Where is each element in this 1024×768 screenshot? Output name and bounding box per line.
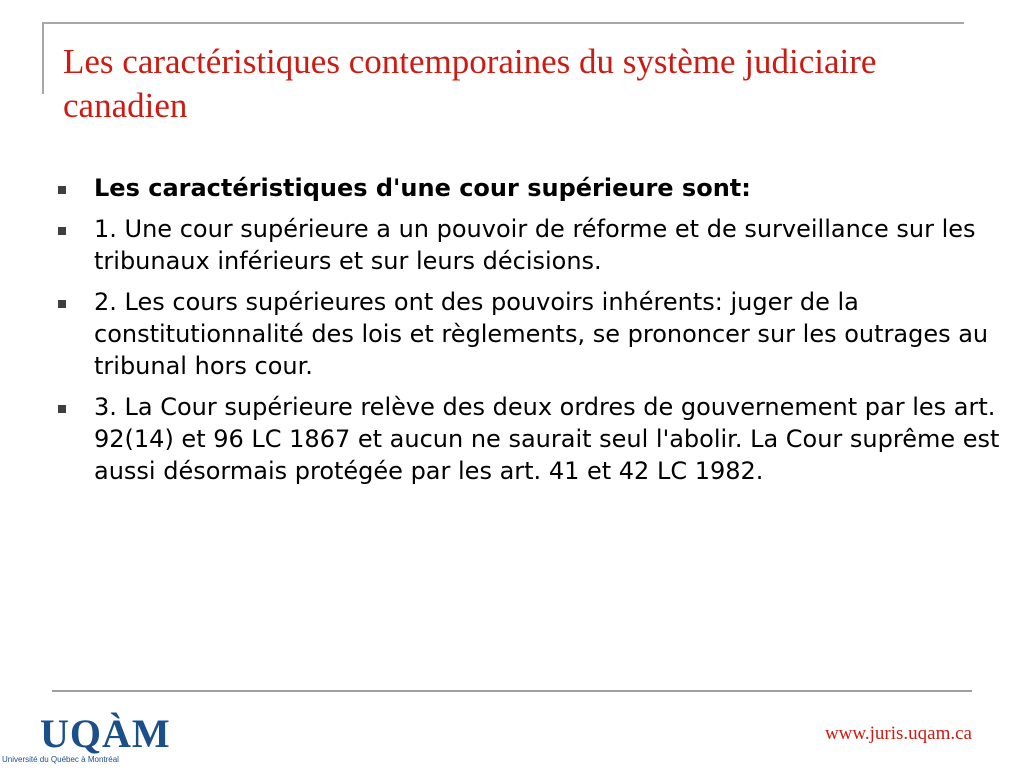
bullet-text: 3. La Cour supérieure relève des deux ordres de gouvernement par les art. 92(14) et 96 LC 1867 et aucun ne saurait seul l'abolir. La Cour suprême est aussi désormais protégée par les art. 41 et 42 LC 1982.: [94, 393, 1000, 485]
uqam-logo: [2, 711, 171, 766]
bullet-item-1: [56, 213, 1014, 277]
logo-wordmark: UQÀM: [40, 711, 171, 756]
square-bullet-icon: [58, 186, 66, 194]
title-frame-top-rule: [42, 22, 964, 24]
title-frame-left-rule: [42, 22, 44, 94]
square-bullet-icon: [58, 227, 66, 235]
bullet-item-heading: [56, 172, 1014, 204]
bullet-list: [56, 172, 1014, 496]
square-bullet-icon: [58, 405, 66, 413]
footer-divider: [52, 690, 972, 692]
bullet-text: 2. Les cours supérieures ont des pouvoirs inhérents: juger de la constitutionnalité des lois et règlements, se prononcer sur les outrages au tribunal hors cour.: [94, 288, 989, 380]
logo-subtitle: Université du Québec à Montréal: [2, 755, 119, 764]
website-link[interactable]: www.juris.uqam.ca: [824, 723, 972, 744]
bullet-text: Les caractéristiques d'une cour supérieure sont:: [94, 174, 751, 202]
slide-title: Les caractéristiques contemporaines du système judiciaire canadien: [63, 42, 877, 125]
bullet-text: 1. Une cour supérieure a un pouvoir de réforme et de surveillance sur les tribunaux inférieurs et sur leurs décisions.: [94, 215, 976, 275]
bullet-item-3: [56, 391, 1014, 487]
bullet-item-2: [56, 286, 1014, 382]
square-bullet-icon: [58, 300, 66, 308]
